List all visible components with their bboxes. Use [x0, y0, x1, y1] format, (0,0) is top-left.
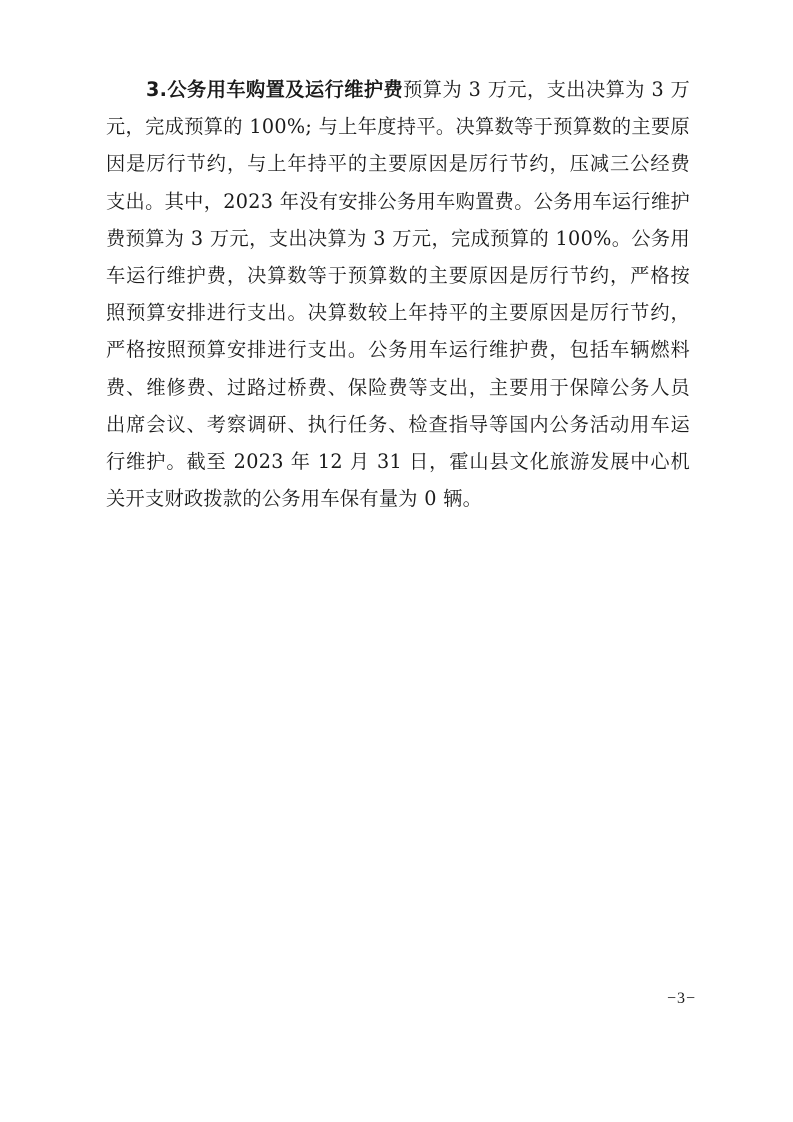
section-heading: 3.公务用车购置及运行维护费 [146, 78, 404, 101]
paragraph-text: 预算为 3 万元，支出决算为 3 万元，完成预算的 100%; 与上年度持平。决算数等于预算数的主要原因是厉行节约，与上年持平的主要原因是厉行节约，压减三公经费支出。其中，2023 年没有安排公务用车购置费。公务用车运行维护费预算为 3 万元，支出决算为 3 万元，完成预算的 100%。公务用车运行维护费，决算数等于预算数的主要原因是厉行节约，严格按照预算安排进行支出。决算数较上年持平的主要原因是厉行节约，严格按照预算安排进行支出。公务用车运行维护费，包括车辆燃料费、维修费、过路过桥费、保险费等支出，主要用于保障公务人员出席会议、考察调研、执行任务、检查指导等国内公务活动用车运行维护。截至 2023 年 12 月 31 日，霍山县文化旅游发展中心机关开支财政拨款的公务用车保有量为 0 辆。 [106, 78, 690, 511]
body-paragraph [106, 71, 690, 517]
page-number: −3− [666, 990, 696, 1007]
